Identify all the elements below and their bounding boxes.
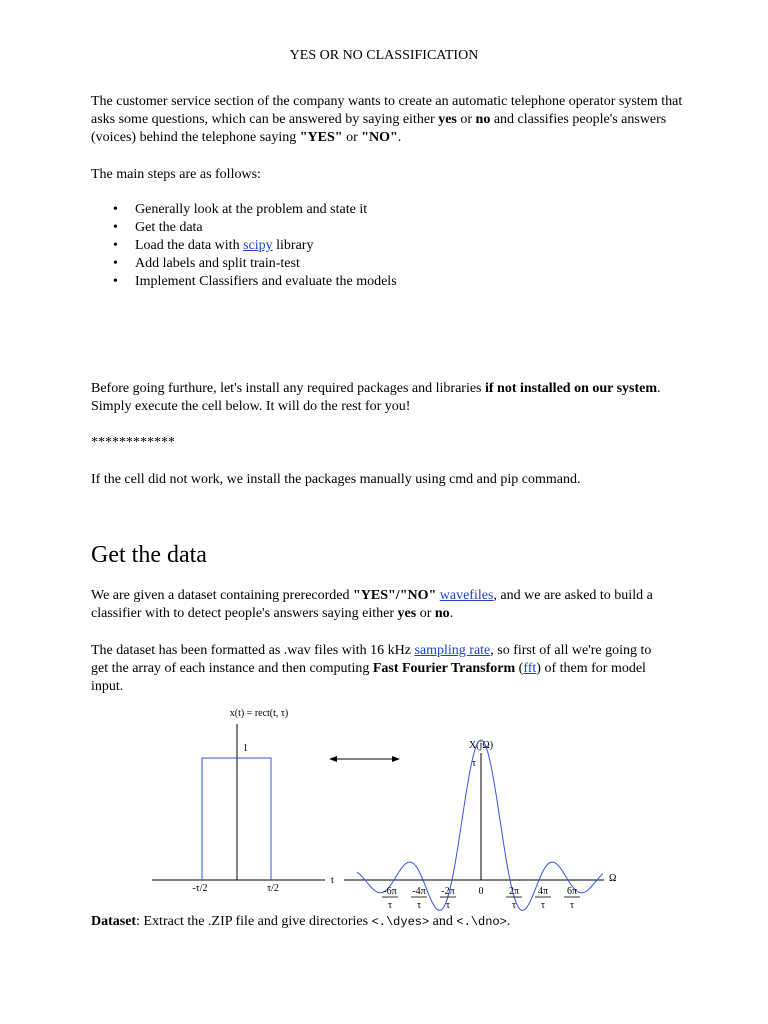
tick-numerator: 6π [566,886,578,897]
tick-numerator: 4π [537,886,549,897]
tick-numerator: 2π [508,886,520,897]
dno-code: <.\dno> [456,915,507,929]
section-heading [91,541,691,569]
tick-denominator: τ [445,900,451,911]
neg-half-label: -τ/2 [192,883,208,894]
tick-denominator: τ [416,900,422,911]
wavefiles-link[interactable]: wavefiles [439,588,494,603]
list-item: • Add labels and split train-test [91,255,691,273]
tau-peak-label: τ [471,758,477,769]
title-text: YES OR NO CLASSIFICATION [289,48,479,63]
manual-paragraph: If the cell did not work, we install the packages manually using cmd and pip command. [91,472,581,487]
scipy-link[interactable]: scipy [243,238,273,253]
rect-fourier-figure [0,700,768,915]
install-paragraph: Before going furthure, let's install any required packages and libraries if not installed on our system. Simply execute the cell below. It will do the rest for you! [91,381,661,414]
pos-half-label: τ/2 [267,883,279,894]
heading-text: Get the data [91,542,207,568]
list-item: • Implement Classifiers and evaluate the models [91,273,691,291]
zero-label: 0 [478,886,484,897]
install-bold: if not installed on our system [485,381,658,396]
list-item: • Load the data with scipy library [91,237,691,255]
dataset-paragraph: We are given a dataset containing prerecorded "YES"/"NO" wavefiles, and we are asked to build a classifier with to detect people's answers saying either yes or no. [91,588,653,621]
tick-numerator: -4π [412,886,426,897]
stars-separator: ************ [91,435,175,450]
double-arrow-icon [329,756,400,762]
sinc-curve [357,740,603,910]
dataset-bold: Dataset [91,914,137,929]
tick-denominator: τ [387,900,393,911]
steps-intro: The main steps are as follows: [91,167,261,182]
page-title [0,47,768,65]
yes-quote-bold: "YES" [299,130,343,145]
t-axis-label: t [331,875,334,886]
dataset-line: Dataset: Extract the .ZIP file and give directories <.\dyes> and <.\dno>. [91,914,511,929]
tick-denominator: τ [569,900,575,911]
sampling-rate-link[interactable]: sampling rate [414,643,491,658]
left-plot-title: x(t) = rect(t, τ) [229,708,289,719]
tick-numerator: -6π [383,886,397,897]
format-paragraph: The dataset has been formatted as .wav files with 16 kHz sampling rate, so first of all we're going to get the array of each instance and then computing Fast Fourier Transform (fft) of them for model input. [91,643,652,694]
yes-bold: yes [438,112,457,127]
fft-bold: Fast Fourier Transform [372,661,516,676]
tick-denominator: τ [540,900,546,911]
yesno-bold: "YES"/"NO" [353,588,437,603]
tick-denominator: τ [511,900,517,911]
list-item: • Generally look at the problem and state it [91,201,691,219]
steps-list [91,201,691,291]
fft-link[interactable]: fft [523,661,537,676]
no-bold: no [475,112,491,127]
tick-numerator: -2π [441,886,455,897]
intro-paragraph: The customer service section of the company wants to create an automatic telephone operator system that asks some questions, which can be answered by saying either yes or no and classifies people's answers (voices) behind the telephone saying "YES" or "NO". [91,94,683,145]
omega-axis-label: Ω [609,873,617,884]
list-item: • Get the data [91,219,691,237]
no-quote-bold: "NO" [361,130,398,145]
right-plot-title: X(jΩ) [468,740,494,751]
dyes-code: <.\dyes> [371,915,430,929]
one-label: 1 [243,743,248,754]
